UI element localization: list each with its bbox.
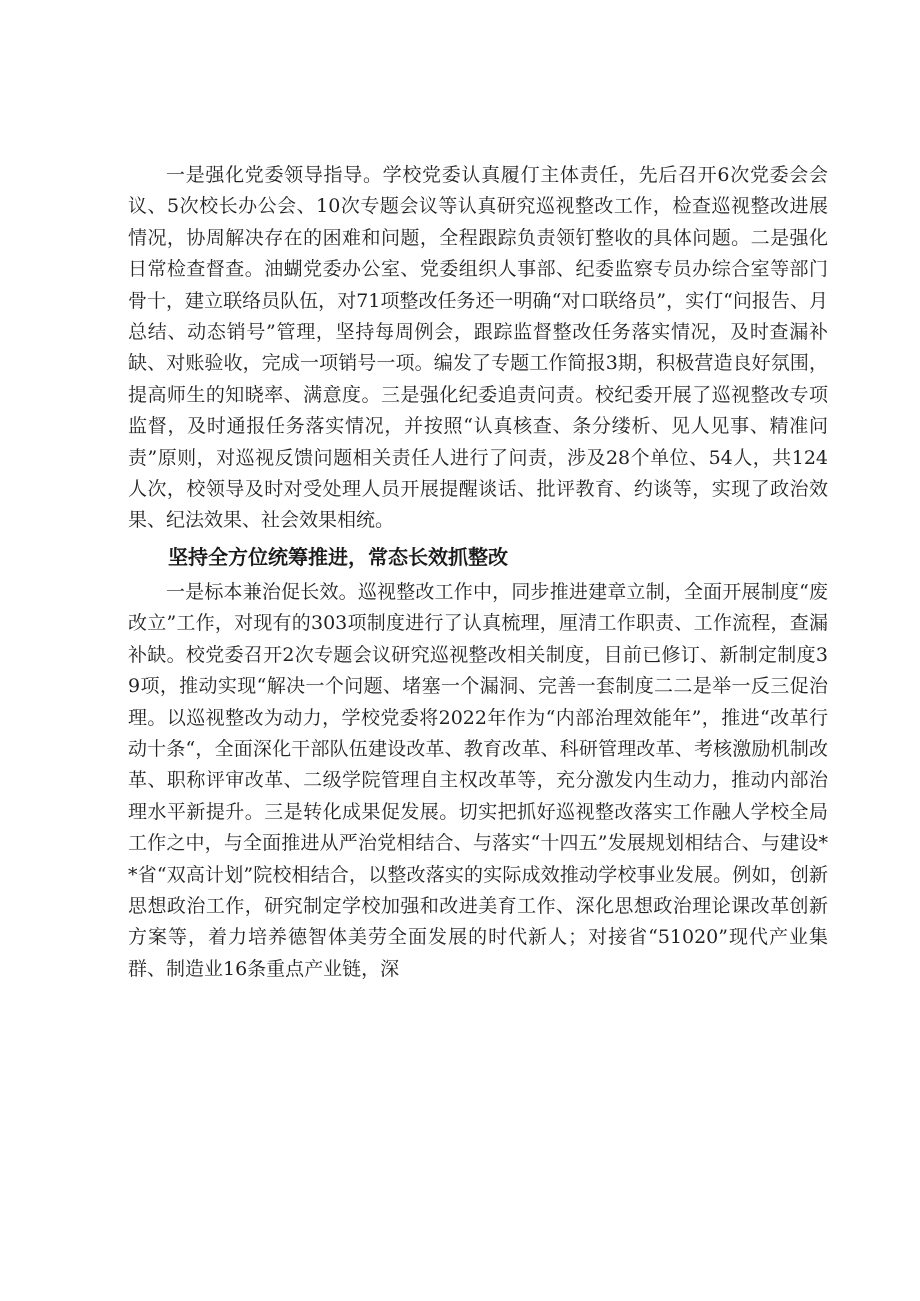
body-paragraph: 一是标本兼治促长效。巡视整改工作中，同步推进建章立制，全面开展制度“废改立”工作，对现有的303项制度进行了认真梳理，厘清工作职责、工作流程，查漏补缺。校党委召开2次专题会议研究巡视整改相关制度，目前已修订、新制定制度39项，推动实现“解决一个问题、堵塞一个漏洞、完善一套制度二二是举一反三促治理。以巡视整改为动力，学校党委将2022年作为“内部治理效能年”，推进“改革行动十条“，全面深化干部队伍建设改革、教育改革、科研管理改革、考核激励机制改革、职称评审改革、二级学院管理自主权改革等，充分激发内生动力，推动内部治理水平新提升。三是转化成果促发展。切实把抓好巡视整改落实工作融人学校全局工作之中，与全面推进从严治党相结合、与落实“十四五”发展规划相结合、与建设**省“双高计划”院校相结合，以整改落实的实际成效推动学校事业发展。例如，创新思想政治工作，研究制定学校加强和改进美育工作、深化思想政治理论课改革创新方案等，着力培养德智体美劳全面发展的时代新人；对接省“51020”现代产业集群、制造业16条重点产业链，深 xyxy=(128,580,828,980)
document-body xyxy=(128,160,828,985)
section-heading: 坚持全方位统筹推进，常态长效抓整改 xyxy=(168,544,508,569)
body-paragraph: 一是强化党委领导指导。学校党委认真履仃主体责任，先后召开6次党委会会议、5次校长办公会、10次专题会议等认真研究巡视整改工作，检查巡视整改进展情况，协周解决存在的困难和问题，全程跟踪负责领钉整收的具体问题。二是强化日常检查督查。油蝴党委办公室、党委组织人事部、纪委监察专员办综合室等部门骨十，建立联络员队伍，对71项整改任务还一明确“对口联络员”，实仃“问报告、月总结、动态销号”管理，坚持每周例会，跟踪监督整改任务落实情况，及时查漏补缺、对账验收，完成一项销号一项。编发了专题工作简报3期，积极营造良好氛围，提高师生的知晓率、满意度。三是强化纪委追责问责。校纪委开展了巡视整改专项监督，及时通报任务落实情况，并按照“认真核查、条分缕析、见人见事、精准问责”原则，对巡视反馈问题相关责任人进行了问责，涉及28个单位、54人，共124人次，校领导及时对受处理人员开展提醒谈话、批评教育、约谈等，实现了政治效果、纪法效果、社会效果相统。 xyxy=(128,164,828,532)
